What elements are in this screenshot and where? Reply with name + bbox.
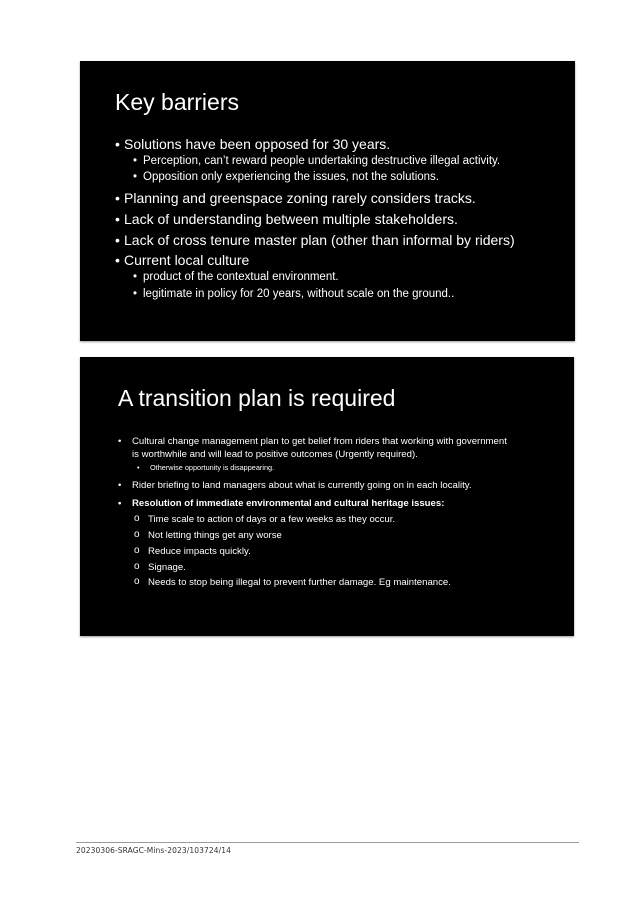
bullet-text: Otherwise opportunity is disappearing. <box>150 463 275 472</box>
bullet-item: • Lack of understanding between multiple stakeholders. <box>115 211 458 227</box>
bullet-item <box>118 435 507 448</box>
sub-bullet-item: • legitimate in policy for 20 years, without scale on the ground.. <box>133 288 454 300</box>
bullet-item: • Lack of cross tenure master plan (other than informal by riders) <box>115 232 515 248</box>
sub-item <box>134 513 396 525</box>
slide-title: A transition plan is required <box>118 385 396 411</box>
bullet-item: • Planning and greenspace zoning rarely considers tracks. <box>115 190 476 206</box>
bullet-marker: • <box>118 480 122 491</box>
footer-divider <box>76 842 579 843</box>
circle-marker: o <box>134 513 140 524</box>
sub-bullet-item: • Opposition only experiencing the issues, not the solutions. <box>133 171 439 183</box>
bullet-text: Cultural change management plan to get belief from riders that working with government <box>132 436 507 447</box>
sub-bullet-item: • Perception, can’t reward people undertaking destructive illegal activity. <box>133 155 500 167</box>
slide-transition-plan <box>80 357 574 636</box>
sub-item-text: Reduce impacts quickly. <box>148 546 251 557</box>
slide-key-barriers <box>80 61 575 341</box>
bullet-marker: • <box>137 463 140 472</box>
sub-item-text: Not letting things get any worse <box>148 530 282 541</box>
bullet-text: Resolution of immediate environmental and cultural heritage issues: <box>132 498 445 509</box>
circle-marker: o <box>134 545 140 556</box>
sub-item <box>134 576 451 588</box>
bullet-item: • Solutions have been opposed for 30 years. <box>115 136 390 152</box>
sub-bullet-item <box>137 463 275 472</box>
circle-marker: o <box>134 561 140 572</box>
sub-item <box>134 529 282 541</box>
sub-item-text: Needs to stop being illegal to prevent further damage. Eg maintenance. <box>148 577 451 588</box>
bullet-text: is worthwhile and will lead to positive outcomes (Urgently required). <box>132 449 418 460</box>
sub-item <box>134 545 251 557</box>
bullet-item: • Current local culture <box>115 252 249 268</box>
bullet-item <box>118 497 445 510</box>
sub-item-text: Time scale to action of days or a few weeks as they occur. <box>148 514 396 525</box>
slide-title: Key barriers <box>115 89 239 115</box>
bullet-continuation <box>132 448 418 461</box>
sub-item <box>134 561 186 573</box>
circle-marker: o <box>134 529 140 540</box>
sub-bullet-item: • product of the contextual environment. <box>133 271 339 283</box>
sub-item-text: Signage. <box>148 562 186 573</box>
bullet-text: Rider briefing to land managers about what is currently going on in each locality. <box>132 480 472 491</box>
bullet-marker: • <box>118 498 122 509</box>
bullet-item <box>118 479 472 492</box>
document-reference: 20230306-SRAGC-Mins-2023/103724/14 <box>76 846 231 855</box>
circle-marker: o <box>134 576 140 587</box>
bullet-marker: • <box>118 436 122 447</box>
